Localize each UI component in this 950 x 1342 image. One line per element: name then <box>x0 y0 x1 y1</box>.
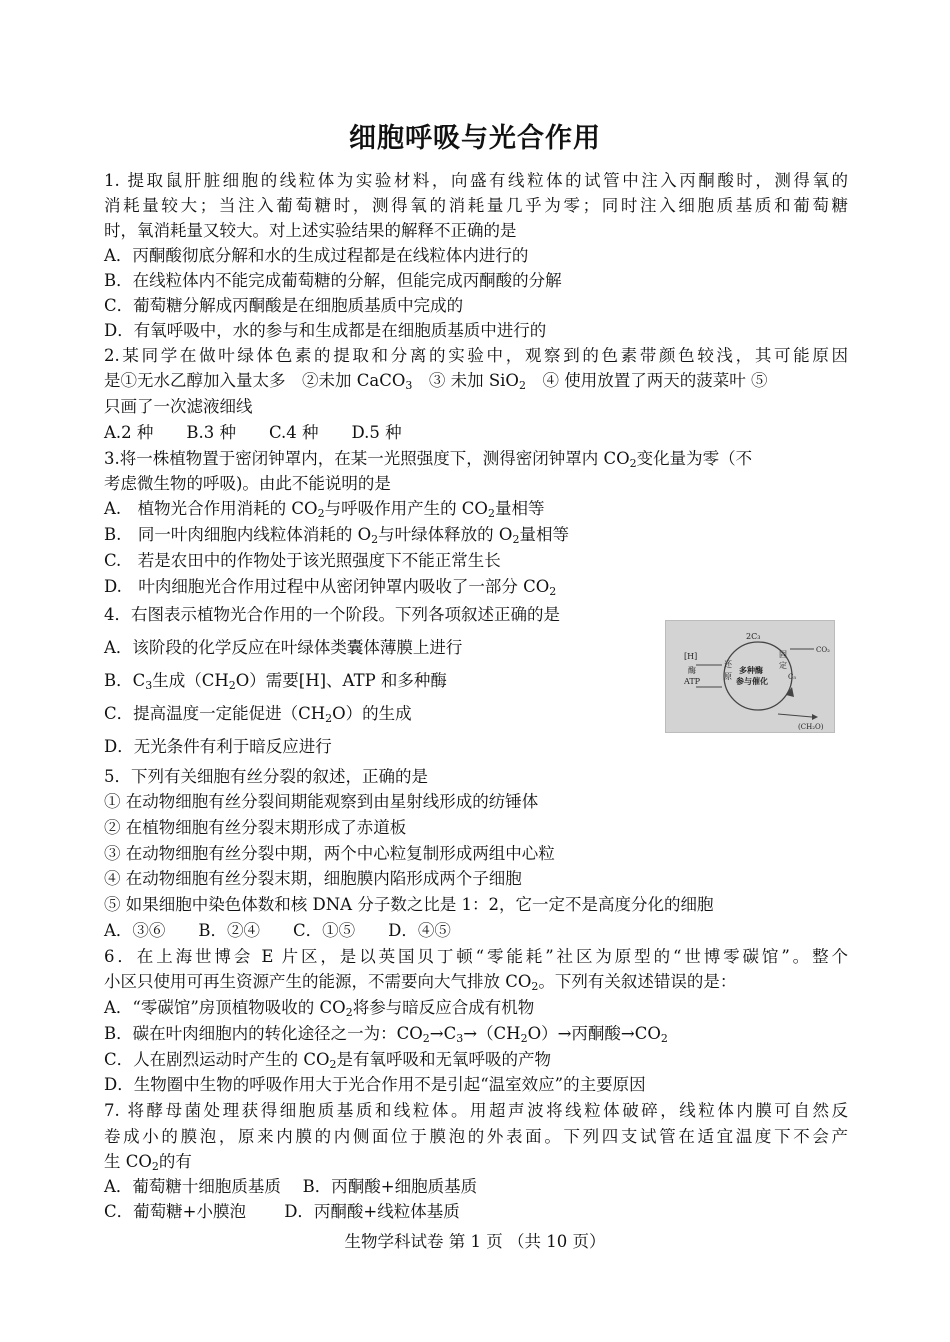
fig-label-huan: 还 <box>724 660 732 669</box>
q6-stem-line2: 小区只使用可再生资源产生的能源，不需要向大气排放 $CO_2$。下列有关叙述错误的是： <box>104 972 737 993</box>
q4-stem: 4．右图表示植物光合作用的一个阶段。下列各项叙述正确的是 <box>104 605 560 624</box>
fig-label-h: [H] <box>684 652 698 661</box>
q4-option-a: A．该阶段的化学反应在叶绿体类囊体薄膜上进行 <box>104 638 463 657</box>
q1-option-c: C．葡萄糖分解成丙酮酸是在细胞质基质中完成的 <box>104 296 464 315</box>
q3-stem-line1: 3.将一株植物置于密闭钟罩内，在某一光照强度下，测得密闭钟罩内 $CO_2$变化量为零（不 <box>104 449 753 470</box>
q7-stem-line2: 卷成小的膜泡，原来内膜的内侧面位于膜泡的外表面。下列四支试管在适宜温度下不会产 <box>104 1127 848 1146</box>
fig-label-yuan: 原 <box>724 672 732 681</box>
fig-label-center2: 参与催化 <box>736 676 768 686</box>
q7-options-cd: C．葡萄糖+小膜泡 D．丙酮酸+线粒体基质 <box>104 1202 460 1221</box>
q5-item-1: ① 在动物细胞有丝分裂间期能观察到由星射线形成的纺锤体 <box>104 792 539 811</box>
q1-option-b: B．在线粒体内不能完成葡萄糖的分解，但能完成丙酮酸的分解 <box>104 271 562 290</box>
q4-option-b: B．$C_3$生成$(CH_2O)$需要[H]、ATP 和多种酶 <box>104 671 447 692</box>
ch2o-output-line <box>778 714 812 717</box>
q5-options: A．③⑥ B．②④ C．①⑤ D．④⑤ <box>104 921 451 940</box>
q2-options: A.2 种 B.3 种 C.4 种 D.5 种 <box>104 423 402 442</box>
q1-stem-line1: 1. 提取鼠肝脏细胞的线粒体为实验材料，向盛有线粒体的试管中注入丙酮酸时，测得氧的 <box>104 171 848 190</box>
page-title: 细胞呼吸与光合作用 <box>349 123 601 154</box>
q1-stem-line3: 时，氧消耗量又较大。对上述实验结果的解释不正确的是 <box>104 221 517 240</box>
q5-item-2: ② 在植物细胞有丝分裂末期形成了赤道板 <box>104 818 407 837</box>
fig-label-mei: 酶 <box>688 666 696 675</box>
fig-label-gu: 固 <box>779 650 787 659</box>
q2-stem-line2: 是①无水乙醇加入量太多 ②未加 CaCO$_3$ ③ 未加 SiO$_2$ ④ 使用放置了两天的菠菜叶 ⑤ <box>104 371 768 392</box>
q1-option-a: A．丙酮酸彻底分解和水的生成过程都是在线粒体内进行的 <box>104 246 529 265</box>
q6-stem-line1: 6．在上海世博会 E 片区，是以英国贝丁顿“零能耗”社区为原型的“世博零碳馆”。整个 <box>104 947 848 966</box>
q7-stem-line3: 生 $CO_2$的有 <box>104 1152 192 1173</box>
q7-stem-line1: 7. 将酵母菌处理获得细胞质基质和线粒体。用超声波将线粒体破碎，线粒体内膜可自然反 <box>104 1101 848 1120</box>
q6-option-d: D．生物圈中生物的呼吸作用大于光合作用不是引起“温室效应”的主要原因 <box>104 1075 646 1094</box>
q5-item-5: ⑤ 如果细胞中染色体数和核 DNA 分子数之比是 1：2，它一定不是高度分化的细胞 <box>104 895 714 914</box>
q1-stem-line2: 消耗量较大；当注入葡萄糖时，测得氧的消耗量几乎为零；同时注入细胞质基质和葡萄糖 <box>104 196 848 215</box>
q3-option-d: D. 叶肉细胞光合作用过程中从密闭钟罩内吸收了一部分 $CO_2$ <box>104 577 557 598</box>
q6-option-c: C．人在剧烈运动时产生的 $CO_2$是有氧呼吸和无氧呼吸的产物 <box>104 1050 552 1071</box>
q5-stem: 5．下列有关细胞有丝分裂的叙述，正确的是 <box>104 767 428 786</box>
q4-option-d: D．无光条件有利于暗反应进行 <box>104 737 332 756</box>
q3-option-c: C. 若是农田中的作物处于该光照强度下不能正常生长 <box>104 551 501 570</box>
q6-option-b: B．碳在叶肉细胞内的转化途径之一为：$CO_2\to C_3\to(CH_2O)\to$丙酮酸$\to CO_2$ <box>104 1024 668 1045</box>
q5-item-4: ④ 在动物细胞有丝分裂末期，细胞膜内陷形成两个子细胞 <box>104 869 522 888</box>
q5-item-3: ③ 在动物细胞有丝分裂中期，两个中心粒复制形成两组中心粒 <box>104 844 555 863</box>
q3-option-b: B. 同一叶肉细胞内线粒体消耗的 $O_2$与叶绿体释放的 $O_2$量相等 <box>104 525 569 546</box>
q2-stem-line1: 2.某同学在做叶绿体色素的提取和分离的实验中，观察到的色素带颜色较浅，其可能原因 <box>104 346 848 365</box>
calvin-cycle-figure <box>665 620 835 733</box>
calvin-cycle-diagram <box>666 621 834 732</box>
page-footer: 生物学科试卷 第 1 页 （共 10 页） <box>344 1232 606 1251</box>
q6-option-a: A．“零碳馆”房顶植物吸收的 $CO_2$将参与暗反应合成有机物 <box>104 998 535 1019</box>
q3-stem-line2: 考虑微生物的呼吸)。由此不能说明的是 <box>104 474 391 493</box>
fig-label-c5: C₅ <box>788 673 797 681</box>
q4-option-c: C．提高温度一定能促进$(CH_2O)$的生成 <box>104 704 412 725</box>
q3-option-a: A. 植物光合作用消耗的 $CO_2$与呼吸作用产生的 $CO_2$量相等 <box>104 499 545 520</box>
fig-label-c3: 2C₃ <box>746 632 761 641</box>
fig-label-atp: ATP <box>684 677 701 686</box>
fig-label-co2: CO₂ <box>816 646 830 654</box>
fig-label-ch2o: (CH₂O) <box>798 723 824 731</box>
q2-stem-line3: 只画了一次滤液细线 <box>104 397 253 416</box>
output-arrowhead <box>812 714 818 720</box>
fig-label-center1: 多种酶 <box>739 665 763 675</box>
fig-label-ding: 定 <box>779 661 787 670</box>
q1-option-d: D．有氧呼吸中，水的参与和生成都是在细胞质基质中进行的 <box>104 321 547 340</box>
q7-options-ab: A．葡萄糖十细胞质基质 B．丙酮酸+细胞质基质 <box>104 1177 478 1196</box>
